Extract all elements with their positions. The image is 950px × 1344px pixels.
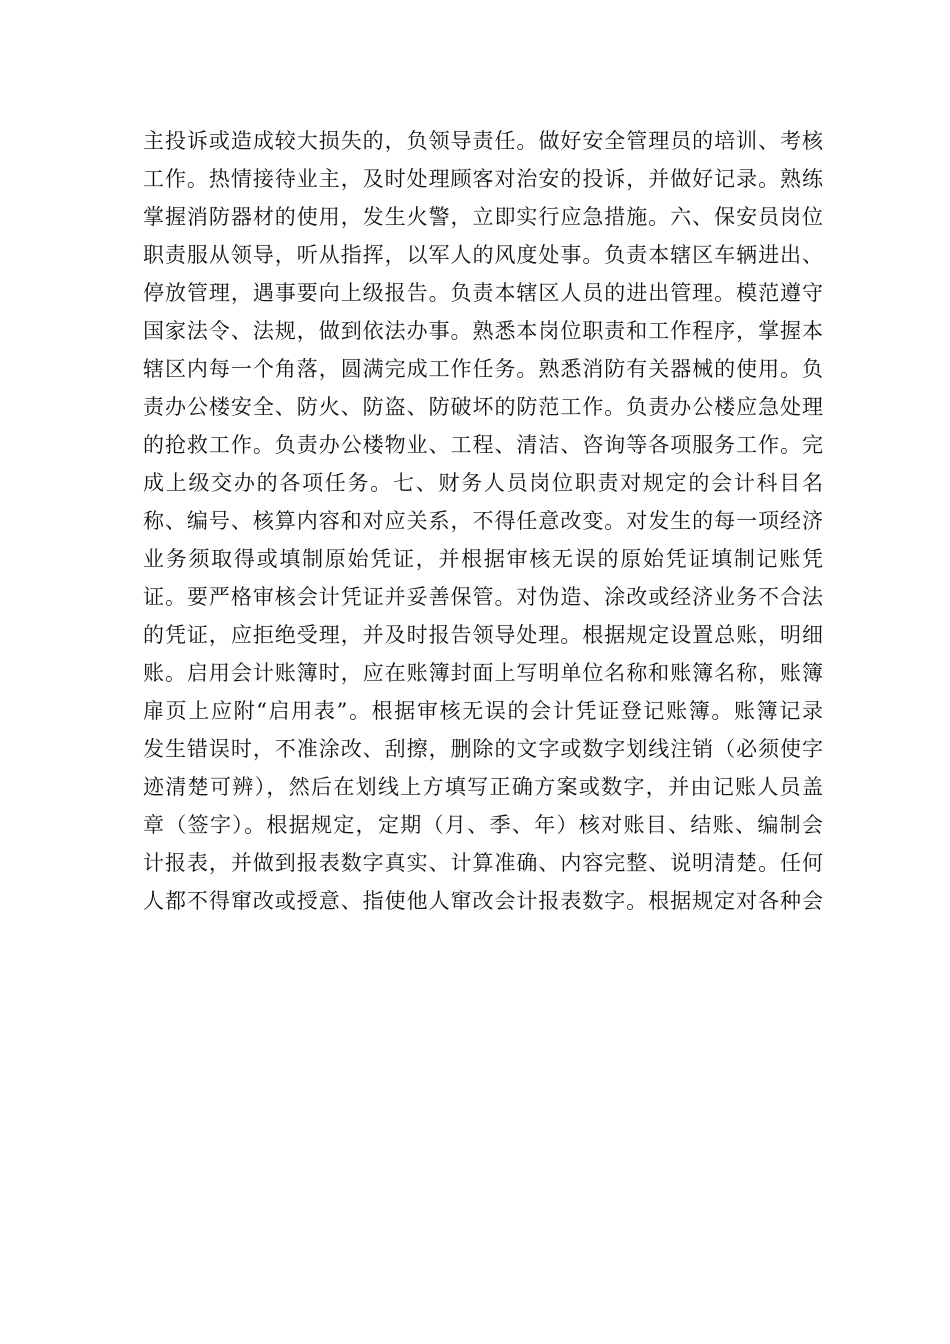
text-line: 业务须取得或填制原始凭证，并根据审核无误的原始凭证填制记账凭 — [143, 547, 823, 571]
text-line: 辖区内每一个角落，圆满完成工作任务。熟悉消防有关器械的使用。负 — [143, 357, 823, 381]
text-line: 主投诉或造成较大损失的，负领导责任。做好安全管理员的培训、考核 — [143, 129, 823, 153]
text-line: 迹清楚可辨），然后在划线上方填写正确方案或数字，并由记账人员盖 — [143, 775, 823, 799]
text-line: 称、编号、核算内容和对应关系，不得任意改变。对发生的每一项经济 — [143, 509, 823, 533]
text-line: 国家法令、法规，做到依法办事。熟悉本岗位职责和工作程序，掌握本 — [143, 319, 823, 343]
text-line: 责办公楼安全、防火、防盗、防破坏的防范工作。负责办公楼应急处理 — [143, 395, 823, 419]
text-line: 的抢救工作。负责办公楼物业、工程、清洁、咨询等各项服务工作。完 — [143, 433, 823, 457]
text-line: 发生错误时，不准涂改、刮擦，删除的文字或数字划线注销（必须使字 — [143, 737, 823, 761]
text-line: 停放管理，遇事要向上级报告。负责本辖区人员的进出管理。模范遵守 — [143, 281, 823, 305]
text-line: 工作。热情接待业主，及时处理顾客对治安的投诉，并做好记录。熟练 — [143, 167, 823, 191]
text-line: 职责服从领导，听从指挥，以军人的风度处事。负责本辖区车辆进出、 — [143, 243, 823, 267]
text-line: 人都不得窜改或授意、指使他人窜改会计报表数字。根据规定对各种会 — [143, 889, 823, 913]
text-line: 章（签字）。根据规定，定期（月、季、年）核对账目、结账、编制会 — [143, 813, 823, 837]
text-line: 的凭证，应拒绝受理，并及时报告领导处理。根据规定设置总账，明细 — [143, 623, 823, 647]
text-line: 证。要严格审核会计凭证并妥善保管。对伪造、涂改或经济业务不合法 — [143, 585, 823, 609]
text-line: 成上级交办的各项任务。七、财务人员岗位职责对规定的会计科目名 — [143, 471, 823, 495]
text-line: 掌握消防器材的使用，发生火警，立即实行应急措施。六、保安员岗位 — [143, 205, 823, 229]
text-line: 扉页上应附“启用表”。根据审核无误的会计凭证登记账簿。账簿记录 — [143, 699, 823, 723]
text-line: 账。启用会计账簿时，应在账簿封面上写明单位名称和账簿名称，账簿 — [143, 661, 823, 685]
text-line: 计报表，并做到报表数字真实、计算准确、内容完整、说明清楚。任何 — [143, 851, 823, 875]
body-text — [143, 122, 823, 920]
